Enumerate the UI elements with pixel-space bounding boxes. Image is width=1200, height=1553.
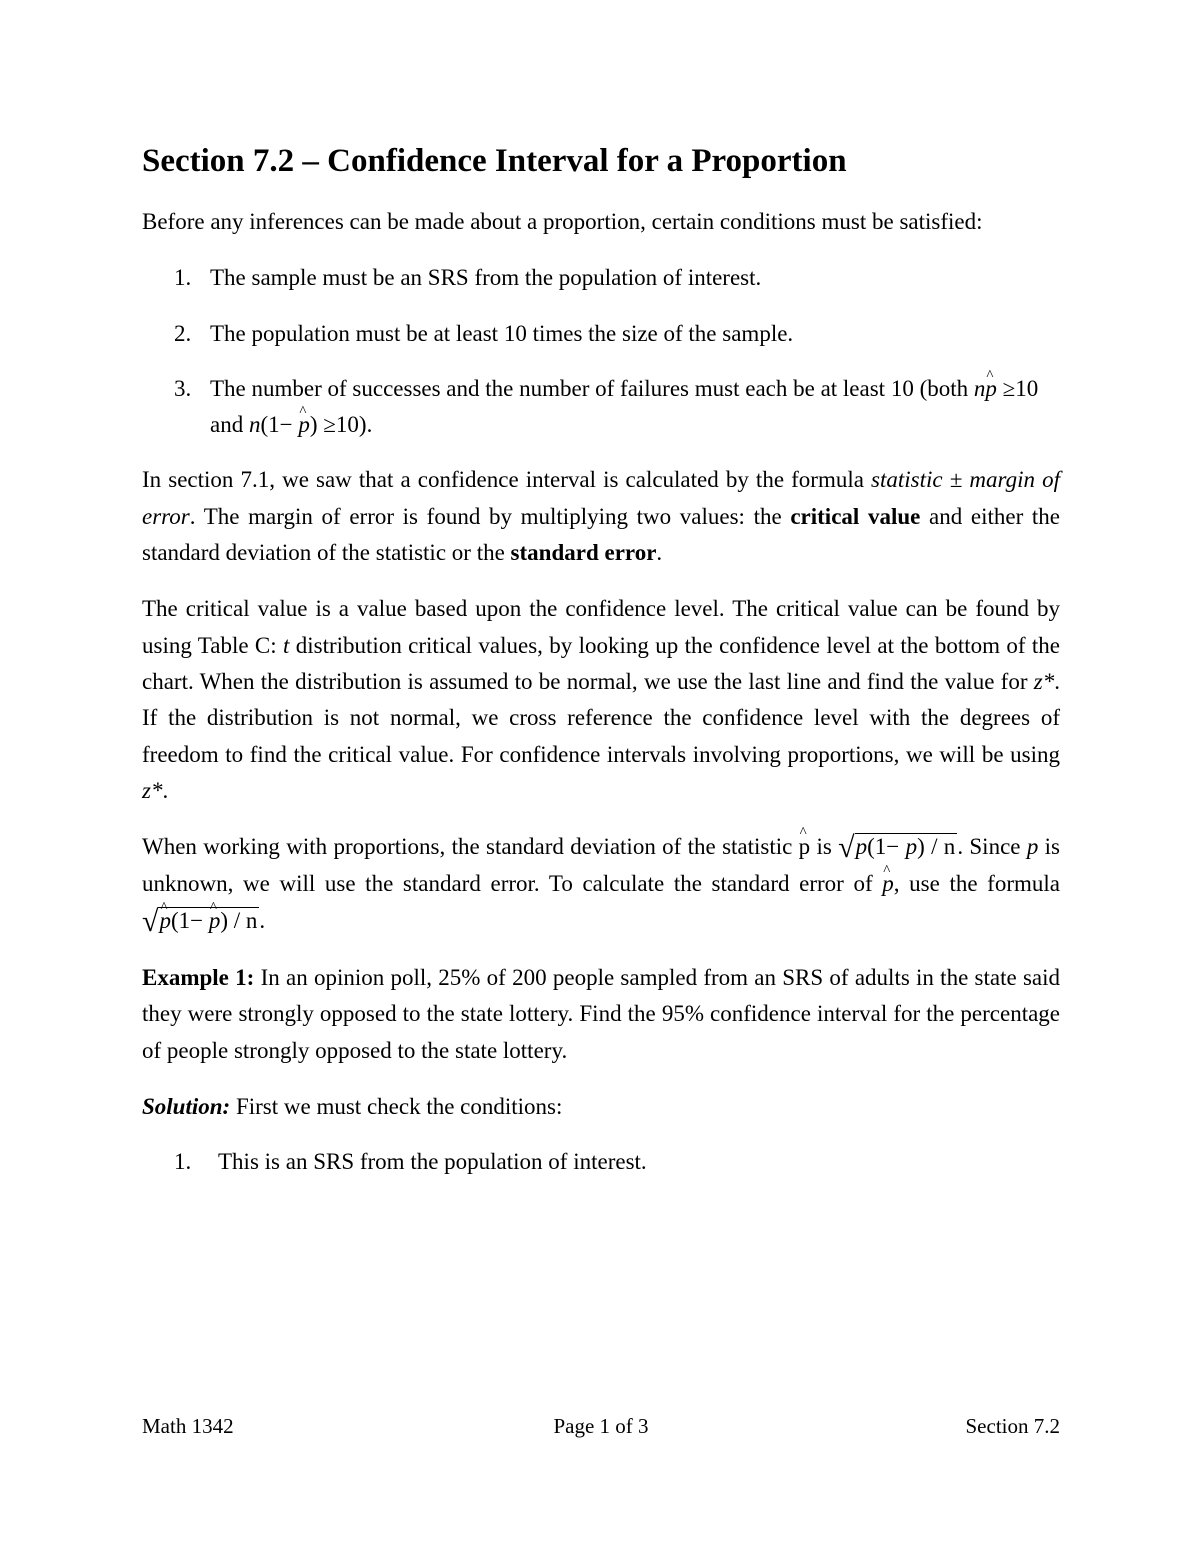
term-critical-value: critical value: [790, 503, 921, 529]
list-number: 1.: [174, 265, 192, 291]
conditions-list: [142, 260, 1060, 443]
paragraph-critical-value: The critical value is a value based upon the confidence level. The critical value can be found by using Table C: t distribution critical values, by looking up the confidence level at the bottom of the chart. When the distribution is assumed to be normal, we use the last line and find the value for z*. If the distribution is not normal, we cross reference the confidence level with the degrees of freedom to find the critical value. For confidence intervals involving proportions, we will be using z*.: [142, 596, 1060, 803]
list-item: [142, 1144, 1060, 1180]
page-content: [142, 138, 1060, 1200]
example-label: Example 1:: [142, 965, 255, 991]
formula-statistic-margin: statistic ± margin of error: [142, 467, 1061, 529]
list-number: 3.: [174, 375, 192, 401]
solution-paragraph: Solution: First we must check the conditions:: [142, 1093, 563, 1119]
list-item: 3. The number of successes and the number of failures must each be at least 10 (both n^ p ≥10 and n(1− ^ p) ≥10).: [142, 371, 1060, 444]
paragraph-standard-deviation: When working with proportions, the standard deviation of the statistic ^ p is √p(1− p) / n. Since p is unknown, we will use the standard error. To calculate the standard error of ^ p, use the formula √^ p(1− ^ p) / n.: [142, 829, 1060, 940]
math-sqrt-p-formula: √p(1− p) / n: [838, 831, 956, 865]
list-item: [142, 316, 1060, 352]
math-n-one-minus-p-hat: n(1− ^ p) ≥10: [249, 412, 359, 437]
list-text: The sample must be an SRS from the population of interest.: [210, 265, 762, 291]
footer-section: Section 7.2: [965, 1414, 1060, 1438]
paragraph-margin-of-error: In section 7.1, we saw that a confidence interval is calculated by the formula statistic ± margin of error. The margin of error is found by multiplying two values: the critical value and either the standard deviation of the statistic or the standard error.: [142, 467, 1061, 566]
math-p-hat: ^ p: [882, 866, 894, 902]
math-sqrt-p-hat-formula: √^ p(1− ^ p) / n: [142, 908, 259, 933]
example-paragraph: Example 1: In an opinion poll, 25% of 200 people sampled from an SRS of adults in the state said they were strongly opposed to the state lottery. Find the 95% confidence interval for the percentage of people strongly opposed to the state lottery.: [142, 965, 1060, 1063]
footer-page-number: Page 1 of 3: [553, 1414, 649, 1438]
math-np-hat: n^ p ≥10: [974, 376, 1038, 401]
list-item: [142, 260, 1060, 296]
list-text: This is an SRS from the population of interest.: [218, 1149, 647, 1175]
math-p-hat-upright: ^ p: [799, 829, 811, 865]
list-text: The population must be at least 10 times the size of the sample.: [210, 320, 794, 346]
list-number: 2.: [174, 320, 192, 346]
footer-course: Math 1342: [142, 1414, 234, 1438]
term-standard-error: standard error: [510, 540, 657, 566]
list-text: The number of successes and the number of failures must each be at least 10 (both: [210, 375, 974, 401]
solution-steps-list: [142, 1144, 1060, 1180]
intro-paragraph: Before any inferences can be made about a proportion, certain conditions must be satisfied:: [142, 209, 983, 234]
list-number: 1.: [174, 1149, 192, 1175]
solution-label: Solution:: [142, 1093, 231, 1119]
page-title: Section 7.2 – Confidence Interval for a Proportion: [142, 143, 847, 179]
page-footer: [142, 1408, 1060, 1444]
